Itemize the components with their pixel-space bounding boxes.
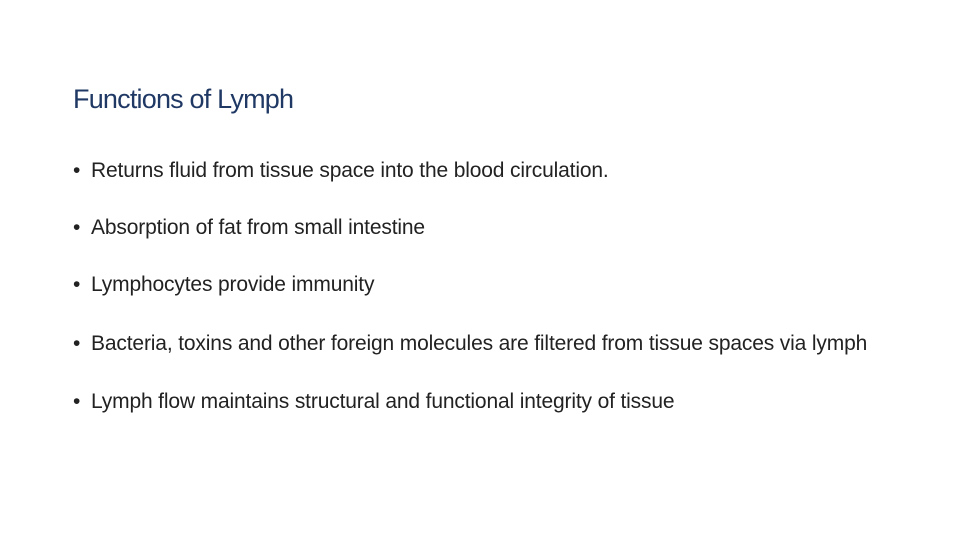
bullet-list <box>73 152 933 440</box>
bullet-item: • Lymphocytes provide immunity <box>73 266 933 304</box>
bullet-item: • Lymph flow maintains structural and functional integrity of tissue <box>73 383 933 421</box>
bullet-item: • Absorption of fat from small intestine <box>73 209 933 247</box>
bullet-item: • Returns fluid from tissue space into the blood circulation. <box>73 152 933 190</box>
bullet-item: • Bacteria, toxins and other foreign molecules are filtered from tissue spaces via lymph <box>73 323 933 364</box>
slide-title: Functions of Lymph <box>73 84 294 114</box>
